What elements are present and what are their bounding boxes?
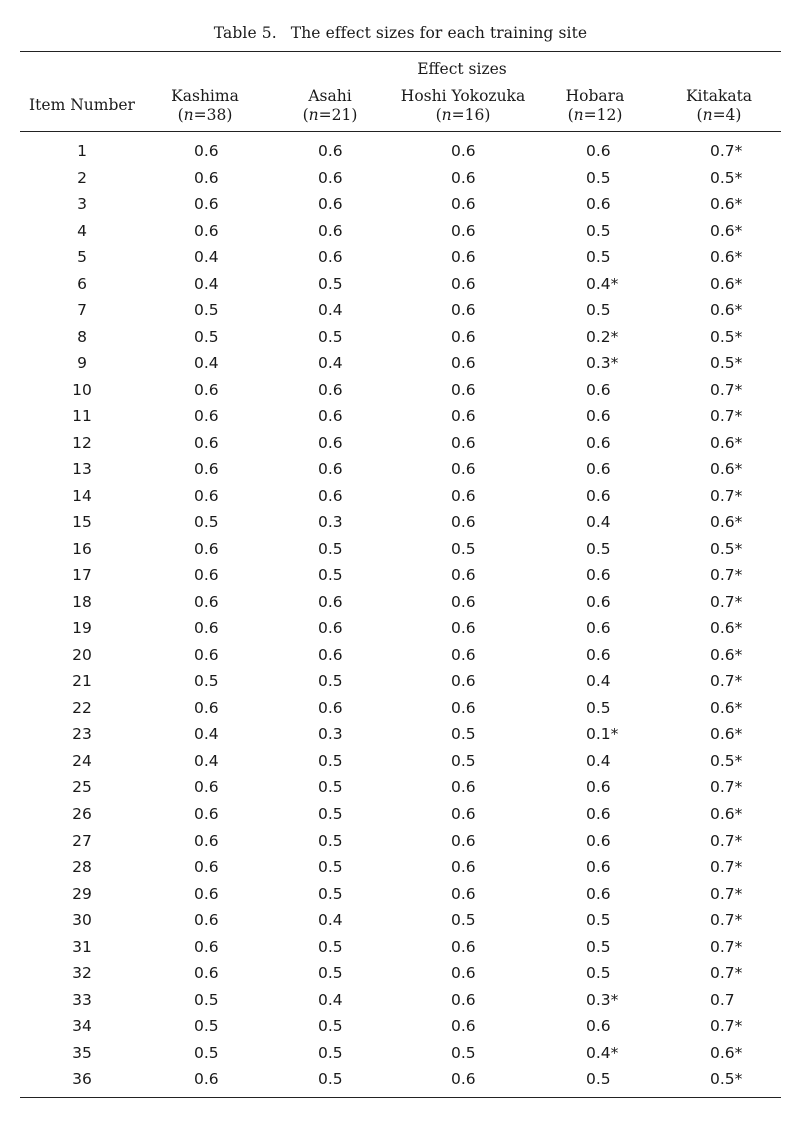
effect-size-cell: 0.6 [318, 142, 343, 160]
effect-size-cell: 0.6* [710, 433, 743, 452]
table-row [0, 430, 801, 456]
effect-size-cell: 0.6* [710, 195, 743, 214]
effect-size-cell: 0.3* [586, 354, 619, 373]
effect-size-cell: 0.6 [586, 831, 611, 850]
effect-size-cell: 0.5* [710, 327, 743, 346]
effect-size-cell: 0.4 [194, 274, 219, 293]
effect-size-cell: 0.5* [710, 1070, 743, 1089]
effect-size-cell: 0.6 [318, 486, 343, 505]
effect-size-cell: 0.5* [710, 539, 743, 558]
effect-size-cell: 0.2* [586, 327, 619, 346]
effect-size-cell: 0.5 [586, 698, 611, 717]
effect-size-cell: 0.5 [451, 725, 476, 744]
effect-size-cell: 0.6 [586, 592, 611, 611]
effect-size-cell: 0.1* [586, 725, 619, 744]
table-row [0, 377, 801, 403]
effect-size-cell: 0.6 [451, 884, 476, 903]
effect-size-cell: 0.6* [710, 301, 743, 320]
item-number-cell: 13 [72, 460, 92, 479]
effect-size-cell: 0.6 [586, 778, 611, 797]
table-row [0, 456, 801, 482]
effect-size-cell: 0.6 [318, 433, 343, 452]
effect-size-cell: 0.7* [710, 672, 743, 691]
effect-size-cell: 0.4 [586, 513, 611, 532]
item-number-cell: 34 [72, 1017, 92, 1036]
effect-size-cell: 0.6 [586, 858, 611, 877]
table-row [0, 1040, 801, 1066]
effect-size-cell: 0.6 [451, 433, 476, 452]
effect-size-cell: 0.6 [194, 380, 219, 399]
effect-size-cell: 0.6 [451, 1017, 476, 1036]
effect-size-cell: 0.4 [194, 751, 219, 770]
item-number-cell: 28 [72, 858, 92, 877]
effect-size-cell: 0.6* [710, 460, 743, 479]
effect-size-cell: 0.6 [451, 964, 476, 983]
effect-size-cell: 0.5 [194, 327, 219, 346]
effect-size-cell: 0.6 [586, 566, 611, 585]
effect-size-cell: 0.6 [194, 142, 219, 160]
effect-size-cell: 0.5 [194, 301, 219, 320]
effect-size-cell: 0.5* [710, 354, 743, 373]
table-row [0, 165, 801, 191]
item-number-cell: 19 [72, 619, 92, 638]
item-number-cell: 23 [72, 725, 92, 744]
effect-size-cell: 0.5 [451, 1043, 476, 1062]
effect-size-cell: 0.6 [451, 805, 476, 823]
effect-size-cell: 0.5 [586, 1070, 611, 1089]
item-number-cell: 15 [72, 513, 92, 532]
effect-size-cell: 0.5 [586, 221, 611, 240]
item-number-cell: 11 [72, 407, 92, 426]
effect-size-cell: 0.5 [318, 1070, 343, 1089]
effect-size-cell: 0.5 [318, 539, 343, 558]
effect-size-cell: 0.6 [451, 195, 476, 214]
effect-size-cell: 0.3* [586, 990, 619, 1009]
item-number-cell: 24 [72, 751, 92, 770]
item-number-cell: 14 [72, 486, 92, 505]
table-row [0, 244, 801, 270]
table-row [0, 907, 801, 933]
table-row [0, 1066, 801, 1092]
effect-size-cell: 0.5 [318, 805, 343, 823]
effect-size-cell: 0.6* [710, 1043, 743, 1062]
table-row [0, 271, 801, 297]
effect-size-cell: 0.3 [318, 513, 343, 532]
effect-size-cell: 0.6 [194, 937, 219, 956]
table-row [0, 828, 801, 854]
effect-size-cell: 0.5 [194, 1043, 219, 1062]
effect-size-cell: 0.6 [451, 672, 476, 691]
effect-size-cell: 0.7* [710, 380, 743, 399]
effect-size-cell: 0.6 [194, 698, 219, 717]
effect-size-cell: 0.6 [194, 805, 219, 823]
effect-size-cell: 0.7* [710, 592, 743, 611]
item-number-cell: 7 [77, 301, 87, 320]
effect-size-cell: 0.6* [710, 725, 743, 744]
effect-size-cell: 0.6 [194, 911, 219, 930]
effect-size-cell: 0.6 [318, 407, 343, 426]
table-row [0, 615, 801, 641]
table-row [0, 748, 801, 774]
effect-size-cell: 0.5 [318, 964, 343, 983]
effect-size-cell: 0.6* [710, 619, 743, 638]
effect-size-cell: 0.6 [318, 645, 343, 664]
effect-size-cell: 0.6 [318, 460, 343, 479]
effect-size-cell: 0.5 [318, 327, 343, 346]
effect-size-cell: 0.6 [451, 486, 476, 505]
effect-size-cell: 0.5* [710, 751, 743, 770]
effect-size-cell: 0.6 [194, 778, 219, 797]
effect-size-cell: 0.5 [451, 911, 476, 930]
table-row [0, 854, 801, 880]
effect-size-cell: 0.6* [710, 513, 743, 532]
effect-size-cell: 0.6 [451, 778, 476, 797]
effect-size-cell: 0.6 [194, 407, 219, 426]
effect-size-cell: 0.5 [586, 911, 611, 930]
effect-size-cell: 0.6 [451, 698, 476, 717]
effect-size-cell: 0.6 [194, 831, 219, 850]
effect-size-cell: 0.6* [710, 274, 743, 293]
table-row [0, 960, 801, 986]
column-name: Asahi [308, 87, 352, 105]
item-number-cell: 21 [72, 672, 92, 691]
effect-size-cell: 0.6 [586, 407, 611, 426]
table-row [0, 536, 801, 562]
effect-size-cell: 0.6 [318, 380, 343, 399]
table-row [0, 589, 801, 615]
effect-size-cell: 0.6 [451, 831, 476, 850]
item-number-cell: 16 [72, 539, 92, 558]
effect-size-cell: 0.6 [451, 407, 476, 426]
item-number-cell: 10 [72, 380, 92, 399]
effect-size-cell: 0.6 [451, 142, 476, 160]
effect-size-cell: 0.6 [318, 592, 343, 611]
effect-size-cell: 0.6 [194, 592, 219, 611]
effect-size-cell: 0.6 [194, 884, 219, 903]
effect-size-cell: 0.5 [318, 1043, 343, 1062]
item-number-cell: 36 [72, 1070, 92, 1089]
effect-size-cell: 0.6* [710, 698, 743, 717]
effect-size-cell: 0.4 [194, 354, 219, 373]
effect-size-cell: 0.6 [586, 619, 611, 638]
effect-size-cell: 0.6* [710, 645, 743, 664]
table-row [0, 721, 801, 747]
table-row [0, 695, 801, 721]
effect-size-cell: 0.4 [318, 354, 343, 373]
effect-size-cell: 0.4 [586, 751, 611, 770]
item-number-cell: 35 [72, 1043, 92, 1062]
effect-size-cell: 0.6* [710, 248, 743, 267]
effect-size-cell: 0.6 [451, 619, 476, 638]
effect-size-cell: 0.5 [318, 751, 343, 770]
effect-sizes-header: Effect sizes [417, 60, 507, 78]
item-number-cell: 29 [72, 884, 92, 903]
column-name: Kitakata [685, 87, 753, 105]
effect-size-cell: 0.5 [318, 831, 343, 850]
effect-size-cell: 0.5 [586, 301, 611, 320]
effect-size-cell: 0.5 [318, 858, 343, 877]
item-number-cell: 20 [72, 645, 92, 664]
effect-size-cell: 0.6 [194, 858, 219, 877]
item-number-cell: 17 [72, 566, 92, 585]
effect-size-cell: 0.5 [318, 1017, 343, 1036]
effect-size-cell: 0.6 [451, 301, 476, 320]
effect-size-cell: 0.5 [586, 964, 611, 983]
effect-size-cell: 0.6 [318, 221, 343, 240]
table-row [0, 483, 801, 509]
table-row [0, 509, 801, 535]
column-name: Kashima [171, 87, 239, 105]
item-number-cell: 3 [77, 195, 87, 214]
caption-label: Table 5. [213, 24, 277, 42]
effect-size-cell: 0.6 [451, 248, 476, 267]
table-row [0, 934, 801, 960]
column-name: Hoshi Yokozuka [400, 87, 526, 105]
effect-size-cell: 0.7* [710, 937, 743, 956]
table-row [0, 191, 801, 217]
effect-size-cell: 0.6 [318, 698, 343, 717]
item-number-cell: 31 [72, 937, 92, 956]
effect-size-cell: 0.5* [710, 168, 743, 187]
effect-size-cell: 0.6 [194, 645, 219, 664]
effect-size-cell: 0.5 [318, 937, 343, 956]
effect-size-cell: 0.6 [451, 460, 476, 479]
bottom-rule [20, 1097, 781, 1098]
table-row [0, 297, 801, 323]
table-row [0, 881, 801, 907]
effect-size-cell: 0.6 [194, 221, 219, 240]
effect-size-cell: 0.6 [318, 195, 343, 214]
effect-size-cell: 0.3 [318, 725, 343, 744]
table-row [0, 801, 801, 827]
effect-size-cell: 0.6 [586, 142, 611, 160]
effect-size-cell: 0.6 [586, 884, 611, 903]
effect-size-cell: 0.6 [586, 805, 611, 823]
effect-size-cell: 0.5 [318, 274, 343, 293]
effect-size-cell: 0.7* [710, 566, 743, 585]
effect-size-cell: 0.6 [451, 221, 476, 240]
column-sample-size: (n=4) [696, 106, 742, 124]
effect-size-cell: 0.6 [194, 539, 219, 558]
effect-size-cell: 0.5 [194, 672, 219, 691]
table-row [0, 218, 801, 244]
effect-size-cell: 0.4 [194, 248, 219, 267]
effect-size-cell: 0.4 [318, 990, 343, 1009]
effect-size-cell: 0.6 [194, 566, 219, 585]
column-sample-size: (n=38) [177, 106, 233, 124]
effect-size-cell: 0.6 [451, 858, 476, 877]
effect-size-cell: 0.6 [586, 195, 611, 214]
effect-size-cell: 0.4 [586, 672, 611, 691]
effect-size-cell: 0.5 [194, 513, 219, 532]
effect-size-cell: 0.5 [586, 937, 611, 956]
effect-size-cell: 0.6 [318, 168, 343, 187]
effect-size-cell: 0.4* [586, 1043, 619, 1062]
effect-size-cell: 0.6 [318, 619, 343, 638]
table-row [0, 350, 801, 376]
column-name: Hobara [565, 87, 625, 105]
effect-size-cell: 0.4* [586, 274, 619, 293]
effect-size-cell: 0.6 [194, 486, 219, 505]
table-row [0, 324, 801, 350]
effect-size-cell: 0.6 [451, 645, 476, 664]
effect-size-cell: 0.6 [194, 1070, 219, 1089]
effect-size-cell: 0.6 [586, 380, 611, 399]
effect-size-cell: 0.7* [710, 964, 743, 983]
effect-size-cell: 0.6 [451, 513, 476, 532]
effect-size-cell: 0.7* [710, 884, 743, 903]
effect-size-cell: 0.5 [318, 566, 343, 585]
effect-size-cell: 0.7* [710, 831, 743, 850]
table-row [0, 403, 801, 429]
table-row [0, 668, 801, 694]
effect-size-cell: 0.4 [318, 301, 343, 320]
effect-size-cell: 0.4 [194, 725, 219, 744]
table-row [0, 562, 801, 588]
table-row [0, 138, 801, 164]
effect-size-cell: 0.6 [451, 990, 476, 1009]
effect-size-cell: 0.6 [586, 1017, 611, 1036]
effect-size-cell: 0.6 [318, 248, 343, 267]
column-sample-size: (n=16) [435, 106, 491, 124]
item-number-cell: 12 [72, 433, 92, 452]
effect-size-cell: 0.5 [194, 1017, 219, 1036]
effect-size-cell: 0.6 [586, 433, 611, 452]
effect-size-cell: 0.5 [451, 539, 476, 558]
effect-size-cell: 0.6 [194, 195, 219, 214]
effect-size-cell: 0.5 [194, 990, 219, 1009]
effect-size-cell: 0.6* [710, 221, 743, 240]
effect-size-cell: 0.5 [451, 751, 476, 770]
effect-size-cell: 0.7* [710, 1017, 743, 1036]
item-number-cell: 18 [72, 592, 92, 611]
table-row [0, 774, 801, 800]
effect-size-cell: 0.6* [710, 805, 743, 823]
table-row [0, 1013, 801, 1039]
effect-size-cell: 0.6 [586, 486, 611, 505]
item-number-cell: 26 [72, 805, 92, 823]
effect-size-cell: 0.6 [451, 1070, 476, 1089]
effect-size-cell: 0.5 [586, 539, 611, 558]
item-number-cell: 4 [77, 221, 87, 240]
effect-size-cell: 0.7* [710, 778, 743, 797]
effect-size-cell: 0.4 [318, 911, 343, 930]
caption-text: The effect sizes for each training site [290, 24, 588, 42]
effect-size-cell: 0.6 [194, 964, 219, 983]
effect-size-cell: 0.6 [451, 168, 476, 187]
item-number-cell: 22 [72, 698, 92, 717]
item-number-cell: 1 [77, 142, 87, 160]
effect-size-cell: 0.7* [710, 858, 743, 877]
table-row [0, 987, 801, 1013]
item-number-header: Item Number [29, 96, 135, 114]
item-number-cell: 33 [72, 990, 92, 1009]
effect-size-cell: 0.5 [586, 248, 611, 267]
item-number-cell: 5 [77, 248, 87, 267]
effect-size-cell: 0.5 [318, 672, 343, 691]
effect-size-cell: 0.6 [451, 274, 476, 293]
effect-size-cell: 0.5 [586, 168, 611, 187]
effect-size-cell: 0.6 [451, 327, 476, 346]
effect-size-cell: 0.6 [586, 460, 611, 479]
effect-size-cell: 0.7* [710, 142, 743, 160]
effect-size-cell: 0.5 [318, 778, 343, 797]
effect-size-cell: 0.6 [194, 460, 219, 479]
effect-size-cell: 0.6 [451, 380, 476, 399]
item-number-cell: 2 [77, 168, 87, 187]
item-number-cell: 6 [77, 274, 87, 293]
effect-size-cell: 0.6 [451, 937, 476, 956]
effect-size-cell: 0.6 [586, 645, 611, 664]
effect-size-cell: 0.7* [710, 911, 743, 930]
item-number-cell: 32 [72, 964, 92, 983]
effect-size-cell: 0.7* [710, 407, 743, 426]
item-number-cell: 9 [77, 354, 87, 373]
effect-size-cell: 0.7* [710, 486, 743, 505]
table-row [0, 642, 801, 668]
effect-size-cell: 0.6 [194, 168, 219, 187]
item-number-cell: 25 [72, 778, 92, 797]
item-number-cell: 8 [77, 327, 87, 346]
item-number-cell: 30 [72, 911, 92, 930]
effect-size-cell: 0.6 [451, 592, 476, 611]
effect-size-cell: 0.6 [194, 619, 219, 638]
effect-size-cell: 0.6 [194, 433, 219, 452]
column-sample-size: (n=12) [567, 106, 623, 124]
item-number-cell: 27 [72, 831, 92, 850]
effect-size-cell: 0.7 [710, 990, 735, 1009]
effect-size-cell: 0.6 [451, 354, 476, 373]
effect-size-cell: 0.5 [318, 884, 343, 903]
column-sample-size: (n=21) [302, 106, 358, 124]
effect-size-cell: 0.6 [451, 566, 476, 585]
